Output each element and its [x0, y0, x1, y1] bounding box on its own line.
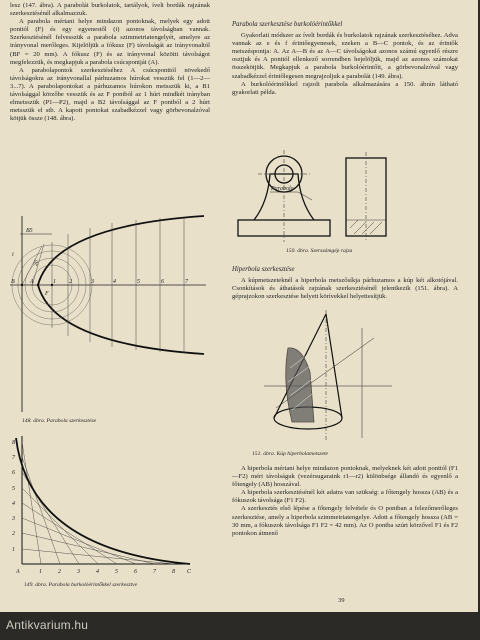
- label-3: 3: [77, 569, 80, 575]
- paragraph: A hiperbola mértani helye mindazon pontoknak, melyeknek két adott ponttól (F1—F2) mért távolságuk (vezérsugaraink r1—r2) különbsége állandó és egyenlő a főtengely (AB) hosszával.: [232, 465, 458, 489]
- label-2: 2: [58, 569, 61, 575]
- label-1: 1: [39, 569, 42, 575]
- label-4: 4: [96, 569, 99, 575]
- label-5: 5: [12, 486, 15, 492]
- figure-148-caption: 148. ábra. Parabola szerkesztése: [22, 418, 97, 424]
- section-heading: Parabola szerkesztése burkolóérintőkkel: [232, 21, 343, 28]
- figure-149-caption: 149. ábra. Parabola burkolóérintőkkel szerkesztve: [24, 582, 138, 588]
- label-parabola: Parabola: [271, 186, 294, 192]
- label-6: 6: [12, 470, 15, 476]
- label-7: 7: [185, 279, 188, 285]
- label-4: 4: [12, 501, 15, 507]
- label-4: 4: [113, 279, 116, 285]
- paragraph: Gyakorlati módszer az ívelt bordák és burkolatok rajzának szerkesztéséhez. Adva vannak az e és f érintőegyenesek, ezeken a B—C pontok, és az érintők metszéspontja: A. Az A—B és az A—C távolságokat azonos számú egyenlő részre osztjuk és A ponttól ellenkező sorrendben hejelöljük, majd az azonos számokat összekötjük. Megkapjuk a parabola burkolóérintőit, a görbevonalzóval vagy szabadkézzel érintőlegesen megrajzoljuk a parabolát (149. ábra).: [232, 32, 458, 80]
- paragraph: A szerkesztés első lépése a főtengely felvétele és O pontban a felezőmerőleges szerkesztése, amely a hiperbola szimmetriatengelye. Adott a főtengely hossza (AB = 30 mm, a fókuszok távolsága F1 F2 = 42 mm). Az O pontba szúrt körzővel F1 és F2 pontokon átmenő: [232, 505, 458, 537]
- label-b: B: [11, 279, 15, 285]
- figure-148-parabola: [8, 212, 208, 418]
- label-7: 7: [153, 569, 156, 575]
- label-5: 5: [137, 279, 140, 285]
- label-a: A: [16, 569, 20, 575]
- label-7: 7: [12, 455, 15, 461]
- right-column-middle: [232, 264, 458, 301]
- paragraph: A parabola mértani helye mindazon pontoknak, melyek egy adott ponttól (F) és egy egyenestől (i) azonos távolságban vannak. Szerkesztésénél felvesszük a parabola szimmetriatengelyét, amelyre az irányvonal merőleges. Kijelöljük a fókusz (F) távolságát az irányvonaltól (BF = 20 mm). A fókusz (F) és az irányvonal közötti távolságot megfelezzük, és megkapjuk a parabola csúcspontját (A).: [10, 18, 210, 66]
- label-6: 6: [134, 569, 137, 575]
- label-6: 6: [161, 279, 164, 285]
- figure-151-caption: 151. ábra. Kúp hiperbolametszete: [252, 451, 328, 457]
- paragraph: A burkolóérintőkkel rajzolt parabola alkalmazására a 150. ábrán látható gyakorlati példa.: [232, 80, 458, 96]
- left-column: [10, 2, 210, 123]
- label-f: F: [45, 291, 49, 297]
- figure-151-cone-section: [262, 308, 402, 448]
- label-8: 8: [172, 569, 175, 575]
- figure-150-machine-drawing: [232, 148, 402, 246]
- label-a: A: [30, 279, 34, 285]
- label-3: 3: [91, 279, 94, 285]
- paragraph: lesz (147. ábra). A parabolát burkolatok, tartályok, ívelt bordák rajzának szerkesztésénél alkalmazzuk.: [10, 2, 210, 18]
- label-c: C: [187, 569, 192, 575]
- paragraph: A parabolapontok szerkesztéséhez A csúcsponttól növekedő távolságokra az irányvonallal párhuzamos húrokat vesszük fel (1—2—3...7). A parabolapontokat a párhuzamos húrokon metsszük ki, a B1 távolsággal körzőbe vesszük és az F pontból az 1 húrt mindkét irányban elmetsszük (P1—P2), majd a B2 távolsággal az F pontból a 2 húrt metsszük el stb. A kapott pontokat szabadkézzel vagy görbevonalzóval kötjük össze (148. ábra).: [10, 66, 210, 123]
- page-number: 39: [338, 597, 345, 604]
- label-1: 1: [53, 279, 56, 285]
- figure-150-caption: 150. ábra. Szerszámgép rajza: [286, 248, 353, 254]
- watermark: Antikvarium.hu: [6, 618, 89, 632]
- right-column-top: [232, 19, 458, 97]
- label-3: 3: [12, 516, 15, 522]
- right-column-bottom: [232, 465, 458, 538]
- figure-149-tangent-parabola: [4, 430, 200, 582]
- label-5: 5: [115, 569, 118, 575]
- label-8: 8: [12, 440, 15, 446]
- label-1: 1: [12, 547, 15, 553]
- label-i: i: [12, 252, 14, 258]
- label-b5: B5: [26, 228, 33, 234]
- label-2: 2: [69, 279, 72, 285]
- paragraph: A hiperbola szerkesztésénél két adatra van szükség: a főtengely hossza (AB) és a fókuszok távolsága (F1 F2).: [232, 489, 458, 505]
- label-2: 2: [12, 531, 15, 537]
- section-heading: Hiperbola szerkesztése: [232, 266, 295, 273]
- paragraph: A kúpmetszeteknél a hiperbola metszősíkja párhuzamos a kúp két alkotójával. Csonkítások és áthatások rajzának szerkesztésénél jelentkezik (151. ábra). A géprajzokon szerkesztése helyett körívekkel helyettesítjük.: [232, 277, 458, 301]
- label-20: 20: [33, 259, 41, 267]
